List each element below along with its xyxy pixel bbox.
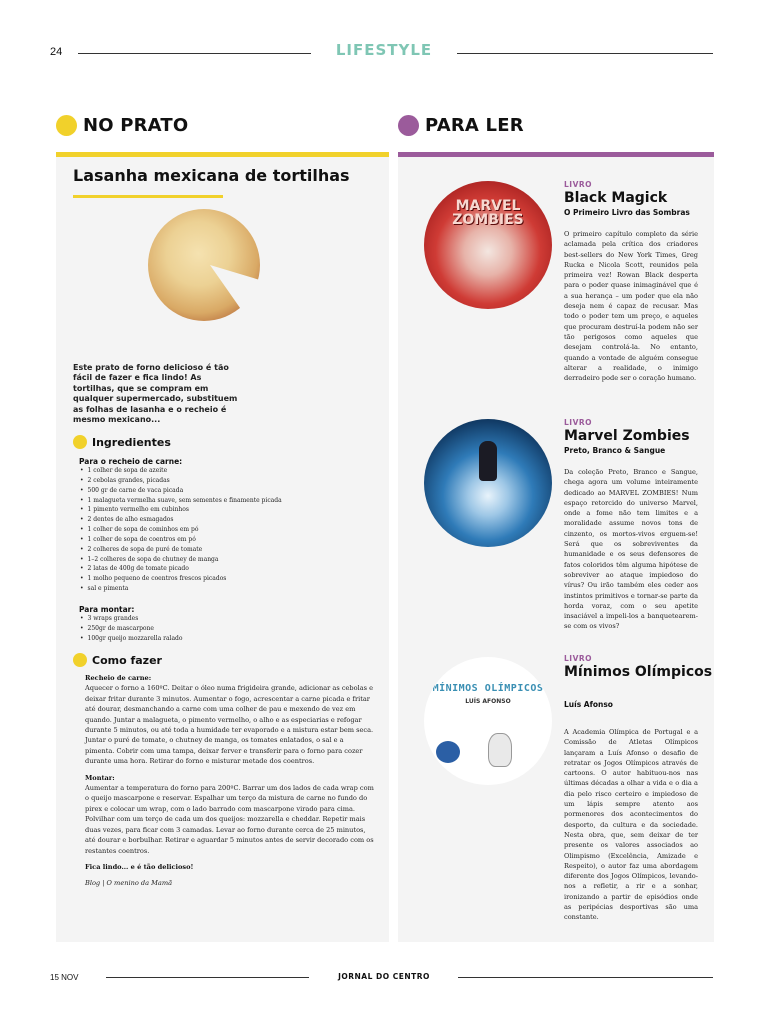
book-label: LIVRO [564,418,593,427]
method-text [85,673,375,889]
method-assembly-text: Aumentar a temperatura do forno para 200ºC. Barrar um dos lados de cada wrap com o queijo mascarpone e reservar. Espalhar um terço da mistura de carne no fundo do pirex e colocar um wrap, com o lado barrado com mascarpone virado para cima. Polvilhar com um terço de cada um dos queijos: mozzarella e cheddar. Repetir mais duas vezes, para ficar com 3 camadas. Levar ao forno durante cerca de 25 minutos, até dourar e borbulhar. Retirar e aguardar 5 minutos antes de servir decorado com os restantes coentros. [85,784,374,855]
ingredient-item: • 1 malagueta vermelha suave, sem sementes e finamente picada [88,496,282,506]
purple-dot-icon [398,115,419,136]
book-subtitle: O Primeiro Livro das Sombras [564,208,690,217]
method-filling-label: Recheio de carne: [85,674,152,682]
yellow-bullet-icon [73,435,87,449]
ingredients-title: Ingredientes [92,435,171,449]
yellow-dot-icon [56,115,77,136]
ingredient-item: • 1 colher de sopa de cominhos em pó [88,525,282,535]
method-filling-text: Aquecer o forno a 160ºC. Deitar o óleo numa frigideira grande, adicionar as cebolas e deixar fritar durante 3 minutos. Aumentar o fogo, acrescentar a carne picada e fritar até dourar, desmanchando a carne com uma colher de pau e mexendo de vez em quando. Juntar a malagueta, o pimento vermelho, o alho e as especiarias e refogar durante 5 minutos, ou até toda a humidade ter evaporado e a mistura estar bem seca. Juntar o puré de tomate, o chutney de manga, os tomates enlatados, o sal e a pimenta. Cobrir com uma tampa, deixar ferver e transferir para o forno para cozer durante uma hora. Retirar do forno e misturar metade dos coentros. [85,684,374,766]
ingredient-item: • 100gr queijo mozzarella ralado [88,634,183,644]
recipe-title-underline [73,195,223,198]
ingredient-item: • 1 colher de sopa de azeite [88,466,282,476]
footer-rule-right [458,977,713,978]
ingredient-item: • 1 pimento vermelho em cubinhos [88,505,282,515]
marvel-zombies-cover [424,419,552,547]
ingredient-item: • 2 colheres de sopa de puré de tomate [88,545,282,555]
page-header [0,40,768,64]
book-subtitle: Preto, Branco & Sangue [564,446,666,455]
page-number: 24 [50,46,63,58]
recipe-credit: Blog | O menino da Mamã [85,879,172,888]
cover-logo: MARVEL ZOMBIES [452,198,524,228]
ingredient-item: • 1 colher de sopa de coentros em pó [88,535,282,545]
assembly-label: Para montar: [79,605,135,614]
cartoon-character [488,733,512,767]
ingredient-item: • 2 dentes de alho esmagados [88,515,282,525]
no-prato-title: NO PRATO [83,114,189,136]
recipe-intro: Este prato de forno delicioso é tão fácil de fazer e fica lindo! As tortilhas, que se compram em qualquer supermercado, substituem as folhas de lasanha e o recheio é mesmo mexicano... [73,363,238,425]
para-ler-title: PARA LER [425,114,524,136]
newspaper-name: JORNAL DO CENTRO [338,972,430,981]
header-rule-right [457,53,713,54]
book-title: Marvel Zombies [564,428,690,444]
ingredients-heading [73,434,171,450]
recipe-panel [56,152,389,942]
ingredient-item: • 1–2 colheres de sopa de chutney de manga [88,555,282,565]
books-panel [398,152,714,942]
cover-figure [479,441,497,481]
yellow-bullet-icon [73,653,87,667]
section-label: LIFESTYLE [335,41,433,59]
method-heading [73,652,162,668]
book-title: Black Magick [564,190,668,206]
para-ler-heading [398,112,524,138]
book-label: LIVRO [564,180,593,189]
minimos-olimpicos-cover [424,657,552,785]
ingredient-item: • 2 latas de 400g de tomate picado [88,564,282,574]
ingredient-item: • sal e pimenta [88,584,282,594]
book-subtitle: Luís Afonso [564,700,613,709]
book-title: Mínimos Olímpicos [564,664,713,680]
ingredient-item: • 500 gr de carne de vaca picada [88,486,282,496]
assembly-ingredients-list [88,614,183,644]
closing-line: Fica lindo... e é tão delicioso! [85,862,194,871]
ingredient-item: • 3 wraps grandes [88,614,183,624]
cartoon-character [436,741,460,763]
recipe-title: Lasanha mexicana de tortilhas [73,166,350,185]
cover-author: LUÍS AFONSO [465,698,511,705]
page-footer [0,968,768,988]
filling-label: Para o recheio de carne: [79,457,183,466]
method-title: Como fazer [92,653,162,667]
cover-title: MÍNIMOS OLÍMPICOS [432,683,544,694]
method-assembly-label: Montar: [85,773,115,782]
book-description: Da coleção Preto, Branco e Sangue, chega agora um volume inteiramente dedicado ao MARVEL ZOMBIES! Num espaço retorcido do universo Marvel, onde a fome não tem limites e a moralidade assume novos tons de cinzento, os mortos-vivos erguem-se! Será que os sobreviventes da humanidade e os seus defensores de fatos coloridos têm alguma hipótese de sobreviver ao ataque impiedoso do vírus? Ou irão também eles ceder aos instintos primitivos e tornar-se parte da horda voraz, com o seu apetite insaciável a impeli-los a banquetearem-se com os vivos? [564,468,698,631]
book-description: O primeiro capítulo completo da série aclamada pela crítica dos criadores best-sellers do New York Times, Greg Rucka e Nicola Scott, reunidos pela primeira vez! Rowan Black desperta para o poder quase inimaginável que é a sua herança – um poder que ela não deseja nem é capaz de recusar. Mas todo o poder tem um preço, e aqueles que procuram destruí-la podem não ser tão perigosos como aqueles que desejam controlá-la. No entanto, quando a vontade de alguém consegue alterar a realidade, o inimigo derradeiro pode ser o coração humano. [564,230,698,383]
no-prato-heading [56,112,188,138]
book-label: LIVRO [564,654,593,663]
ingredient-item: • 250gr de mascarpone [88,624,183,634]
book-description: A Academia Olímpica de Portugal e a Comissão de Atletas Olímpicos lançaram a Luís Afonso o desafio de retratar os Jogos Olímpicos através de cartoons. O autor habituou-nos nas últimas décadas a olhar a vida e o dia a dia pelo risco certeiro e impiedoso de um lápis sempre atento aos pormenores dos acontecimentos do desporto, da cultura e da sociedade. Nesta obra, que, sem deixar de ter presente os valores associados ao Olimpismo (Excelência, Amizade e Respeito), o autor faz uma abordagem diferente dos Jogos Olímpicos, levando-nos a refletir, a rir e a sonhar, ironizando a partir de episódios onde as peripécias desportivas são uma constante. [564,728,698,922]
issue-date: 15 NOV [50,973,79,982]
ingredient-item: • 2 cebolas grandes, picadas [88,476,282,486]
ingredient-item: • 1 molho pequeno de coentros frescos picados [88,574,282,584]
black-magick-cover [424,181,552,309]
filling-ingredients-list [88,466,282,594]
